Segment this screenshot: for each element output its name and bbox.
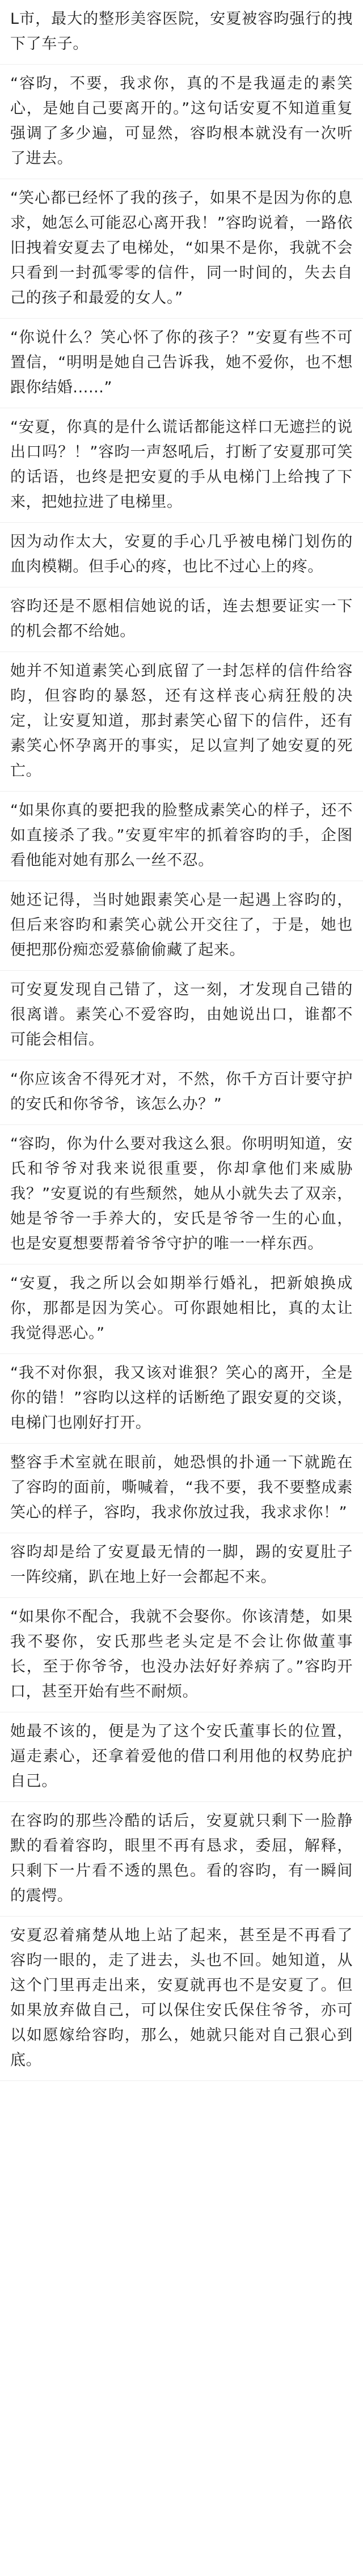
paragraph: “安夏，我之所以会如期举行婚礼，把新娘换成你，那都是因为笑心。可你跟她相比，真的太让我觉得恶心。” — [0, 1264, 363, 1354]
paragraph: “容昀，你为什么要对我这么狠。你明明知道，安氏和爷爷对我来说很重要，你却拿他们来威胁我？”安夏说的有些颓然，她从小就失去了双亲，她是爷爷一手养大的，安氏是爷爷一生的心血，也是安夏想要帮着爷爷守护的唯一一样东西。 — [0, 1125, 363, 1264]
paragraph: 她还记得，当时她跟素笑心是一起遇上容昀的，但后来容昀和素笑心就公开交往了，于是，她也便把那份痴恋爱慕偷偷藏了起来。 — [0, 881, 363, 971]
paragraph: 她最不该的，便是为了这个安氏董事长的位置，逼走素心，还拿着爱他的借口利用他的权势庇护自己。 — [0, 1712, 363, 1802]
paragraph: 容昀还是不愿相信她说的话，连去想要证实一下的机会都不给她。 — [0, 587, 363, 652]
paragraph: L市，最大的整形美容医院，安夏被容昀强行的拽下了车子。 — [0, 0, 363, 65]
paragraph: 整容手术室就在眼前，她恐惧的扑通一下就跪在了容昀的面前，嘶喊着，“我不要，我不要整成素笑心的样子，容昀，我求你放过我，我求求你！” — [0, 1444, 363, 1533]
paragraph: “安夏，你真的是什么谎话都能这样口无遮拦的说出口吗？！”容昀一声怒吼后，打断了安夏那可笑的话语，也终是把安夏的手从电梯门上给拽了下来，把她拉进了电梯里。 — [0, 408, 363, 523]
paragraph: “你说什么？笑心怀了你的孩子？”安夏有些不可置信，“明明是她自己告诉我，她不爱你，也不想跟你结婚......” — [0, 319, 363, 408]
paragraph: “如果你真的要把我的脸整成素笑心的样子，还不如直接杀了我。”安夏牢牢的抓着容昀的手，企图看他能对她有那么一丝不忍。 — [0, 792, 363, 881]
paragraph: 因为动作太大，安夏的手心几乎被电梯门划伤的血肉模糊。但手心的疼，也比不过心上的疼。 — [0, 523, 363, 587]
paragraph: 在容昀的那些冷酷的话后，安夏就只剩下一脸静默的看着容昀，眼里不再有恳求，委屈，解释，只剩下一片看不透的黑色。看的容昀，有一瞬间的震愕。 — [0, 1802, 363, 1917]
paragraph: “如果你不配合，我就不会娶你。你该清楚，如果我不娶你，安氏那些老头定是不会让你做董事长，至于你爷爷，也没办法好好养病了。”容昀开口，甚至开始有些不耐烦。 — [0, 1598, 363, 1712]
paragraph: 她并不知道素笑心到底留了一封怎样的信件给容昀，但容昀的暴怒，还有这样丧心病狂般的决定，让安夏知道，那封素笑心留下的信件，还有素笑心怀孕离开的事实，足以宣判了她安夏的死亡。 — [0, 652, 363, 792]
paragraph: “我不对你狠，我又该对谁狠？笑心的离开，全是你的错！”容昀以这样的话断绝了跟安夏的交谈，电梯门也刚好打开。 — [0, 1354, 363, 1444]
paragraph: 容昀却是给了安夏最无情的一脚，踢的安夏肚子一阵绞痛，趴在地上好一会都起不来。 — [0, 1533, 363, 1598]
paragraph: 安夏忍着痛楚从地上站了起来，甚至是不再看了容昀一眼的，走了进去，头也不回。她知道，从这个门里再走出来，安夏就再也不是安夏了。但如果放弃做自己，可以保住安氏保住爷爷，亦可以如愿嫁给容昀，那么，她就只能对自己狠心到底。 — [0, 1917, 363, 2081]
paragraph: “你应该舍不得死才对，不然，你千方百计要守护的安氏和你爷爷，该怎么办？” — [0, 1060, 363, 1125]
paragraph: 可安夏发现自己错了，这一刻，才发现自己错的很离谱。素笑心不爱容昀，由她说出口，谁都不可能会相信。 — [0, 971, 363, 1060]
paragraph: “笑心都已经怀了我的孩子，如果不是因为你的息求，她怎么可能忍心离开我！”容昀说着，一路依旧拽着安夏去了电梯处，“如果不是你，我就不会只看到一封孤零零的信件，同一时间的，失去自己的孩子和最爱的女人。” — [0, 179, 363, 319]
paragraph: “容昀，不要，我求你，真的不是我逼走的素笑心，是她自己要离开的。”这句话安夏不知道重复强调了多少遍，可显然，容昀根本就没有一次听了进去。 — [0, 65, 363, 179]
